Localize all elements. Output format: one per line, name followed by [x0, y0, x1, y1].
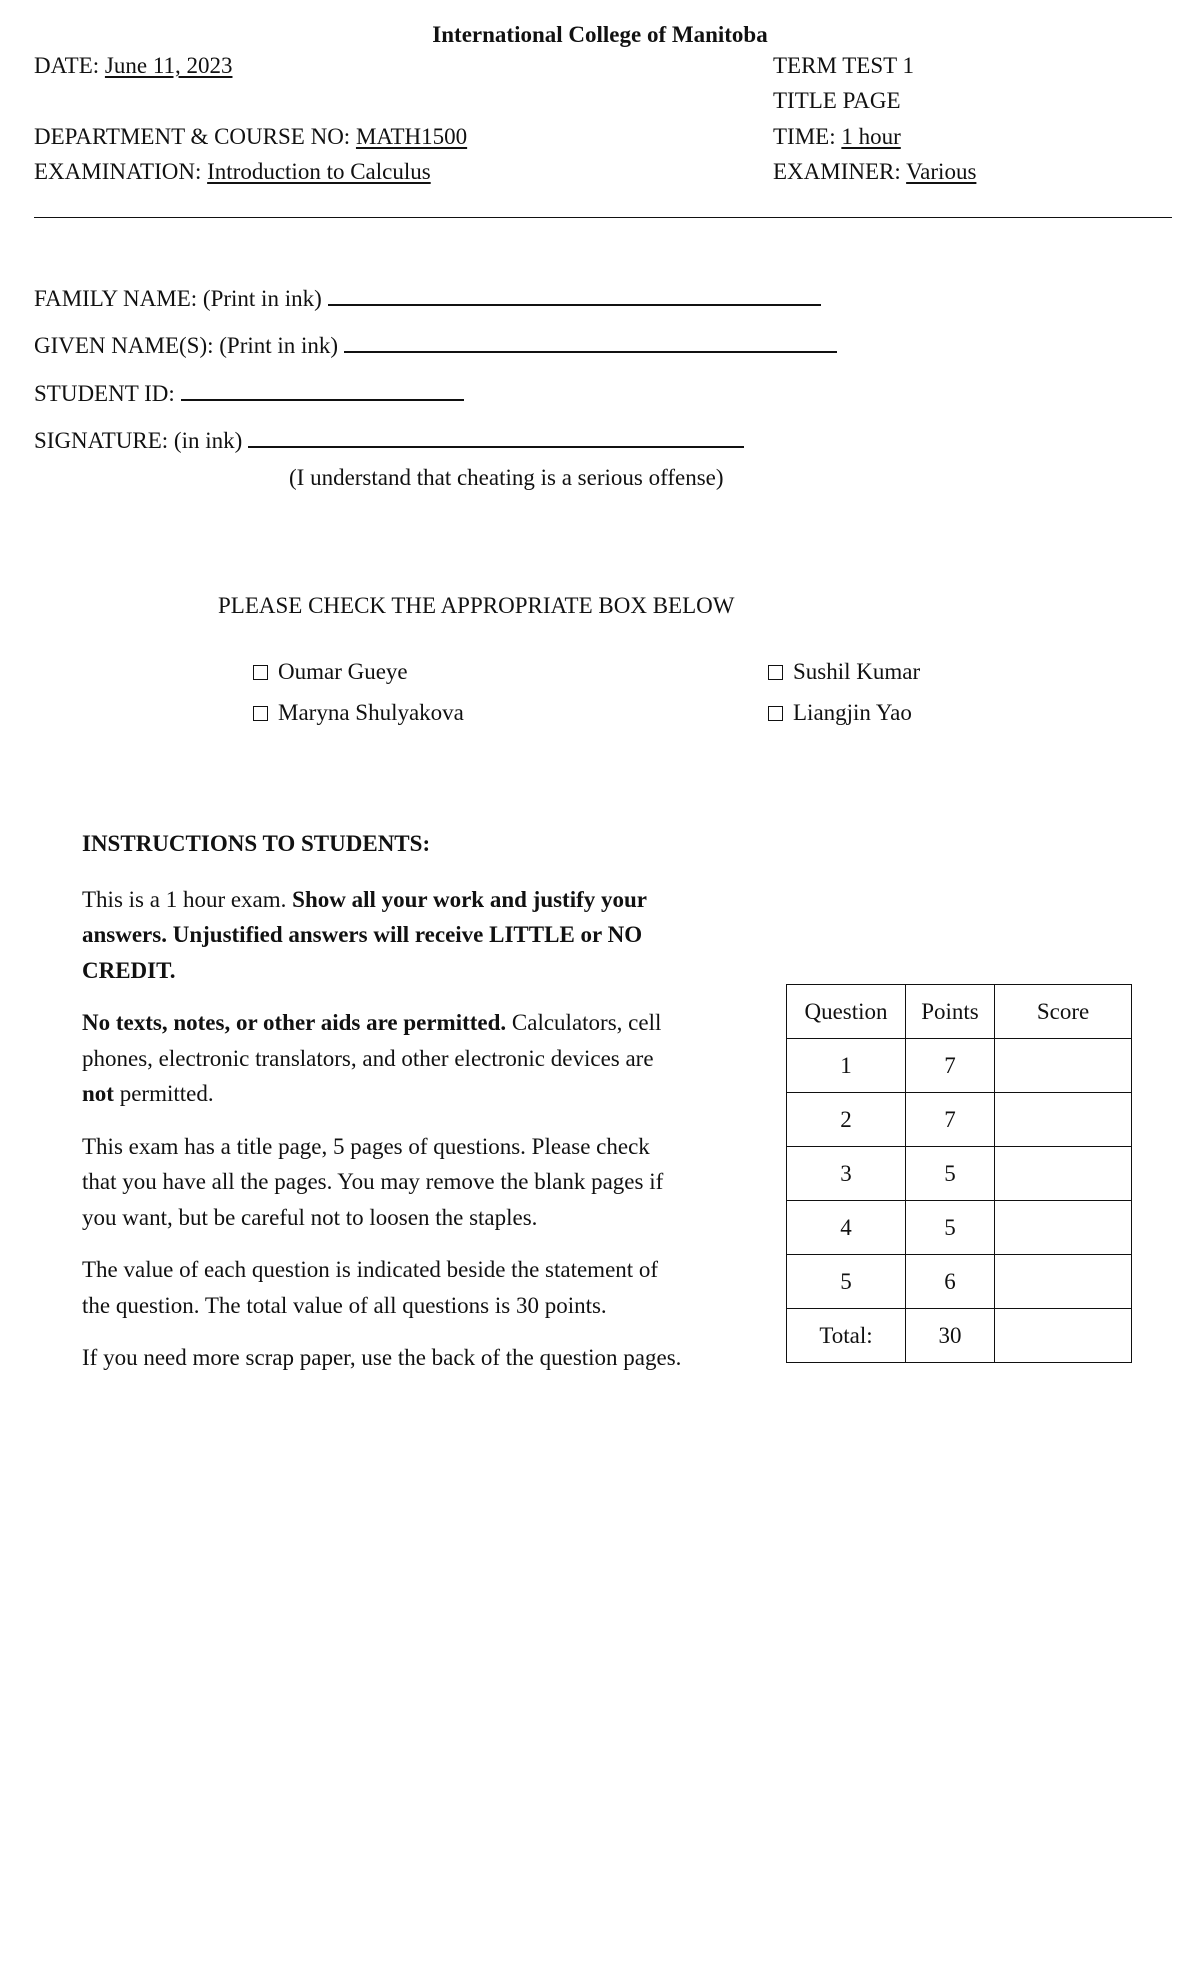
instructor-option-shulyakova[interactable] — [253, 700, 464, 726]
examiner-line — [773, 159, 976, 185]
points-cell: 5 — [906, 1147, 995, 1201]
total-score-cell[interactable] — [995, 1309, 1132, 1363]
time-value: 1 hour — [841, 124, 901, 149]
table-row — [787, 1093, 1132, 1147]
instructions-paragraph-2 — [82, 1005, 682, 1112]
department-label: DEPARTMENT & COURSE NO: — [34, 124, 351, 149]
question-cell: 4 — [787, 1201, 906, 1255]
instructions-text: This is a 1 hour exam. — [82, 886, 293, 912]
family-name-row — [34, 286, 821, 312]
instructor-option-kumar[interactable] — [768, 659, 920, 685]
given-name-row — [34, 333, 837, 359]
instructions-paragraph-5: If you need more scrap paper, use the back of the question pages. — [82, 1345, 682, 1370]
total-label-cell: Total: — [787, 1309, 906, 1363]
signature-note: (I understand that cheating is a serious offense) — [289, 465, 724, 490]
instructor-name: Liangjin Yao — [793, 700, 912, 725]
examination-value: Introduction to Calculus — [207, 159, 431, 184]
instructor-name: Sushil Kumar — [793, 659, 921, 684]
family-name-label: FAMILY NAME: (Print in ink) — [34, 286, 322, 311]
header-divider — [34, 217, 1172, 218]
instructor-option-yao[interactable] — [768, 700, 912, 726]
question-cell: 1 — [787, 1039, 906, 1093]
score-cell[interactable] — [995, 1201, 1132, 1255]
date-label: DATE: — [34, 53, 100, 78]
column-header: Points — [906, 985, 995, 1039]
instructor-option-gueye[interactable] — [253, 659, 408, 685]
checkbox-icon[interactable] — [253, 706, 268, 721]
test-label: TERM TEST 1 — [773, 53, 914, 78]
instructions-paragraph-1 — [82, 882, 682, 989]
time-line — [773, 124, 901, 150]
score-cell[interactable] — [995, 1093, 1132, 1147]
department-value: MATH1500 — [355, 124, 468, 149]
table-row — [787, 1201, 1132, 1255]
signature-field[interactable] — [248, 445, 744, 448]
points-cell: 5 — [906, 1201, 995, 1255]
points-cell: 7 — [906, 1039, 995, 1093]
instructions-paragraph-4: The value of each question is indicated beside the statement of the question. The total value of all questions is 30 points. — [82, 1257, 659, 1318]
instructor-name: Oumar Gueye — [278, 659, 408, 684]
family-name-field[interactable] — [328, 303, 821, 306]
question-cell: 3 — [787, 1147, 906, 1201]
page-label: TITLE PAGE — [773, 88, 901, 113]
question-cell: 5 — [787, 1255, 906, 1309]
examination-line — [34, 159, 431, 185]
instructions-bold-text: not — [82, 1081, 114, 1106]
table-row — [787, 1147, 1132, 1201]
points-cell: 7 — [906, 1093, 995, 1147]
examiner-value: Various — [906, 159, 977, 184]
college-title: International College of Manitoba — [432, 22, 768, 47]
table-header-row — [787, 985, 1132, 1039]
instructions-text: Calculators, cell phones, electronic translators, and other electronic devices are — [82, 1010, 662, 1071]
grade-table — [786, 984, 1132, 1363]
department-line — [34, 124, 467, 150]
column-header: Question — [787, 985, 906, 1039]
instructions-heading: INSTRUCTIONS TO STUDENTS: — [82, 831, 431, 856]
student-id-field[interactable] — [181, 398, 464, 401]
score-cell[interactable] — [995, 1147, 1132, 1201]
score-cell[interactable] — [995, 1255, 1132, 1309]
signature-label: SIGNATURE: (in ink) — [34, 428, 243, 453]
table-total-row — [787, 1309, 1132, 1363]
points-cell: 6 — [906, 1255, 995, 1309]
instructions-text: permitted. — [113, 1081, 214, 1106]
checkbox-icon[interactable] — [768, 665, 783, 680]
examiner-label: EXAMINER: — [773, 159, 901, 184]
instructions-bold-text: Show all your work and justify your answers. Unjustified answers will receive LITTLE or NO CREDIT. — [82, 886, 647, 983]
instructor-name: Maryna Shulyakova — [278, 700, 464, 725]
table-row — [787, 1255, 1132, 1309]
instructions-bold-text: No texts, notes, or other aids are permitted. — [82, 1010, 507, 1035]
question-cell: 2 — [787, 1093, 906, 1147]
given-name-label: GIVEN NAME(S): (Print in ink) — [34, 333, 339, 358]
checkbox-icon[interactable] — [768, 706, 783, 721]
signature-row — [34, 428, 744, 454]
instructor-heading: PLEASE CHECK THE APPROPRIATE BOX BELOW — [218, 593, 735, 618]
examination-label: EXAMINATION: — [34, 159, 202, 184]
student-id-row — [34, 381, 464, 407]
table-row — [787, 1039, 1132, 1093]
checkbox-icon[interactable] — [253, 665, 268, 680]
given-name-field[interactable] — [344, 350, 837, 353]
date-line — [34, 53, 232, 79]
student-id-label: STUDENT ID: — [34, 381, 175, 406]
instructions-section — [82, 826, 682, 1393]
instructions-paragraph-3: This exam has a title page, 5 pages of questions. Please check that you have all the pages. You may remove the blank pages if you want, but be careful not to loosen the staples. — [82, 1133, 664, 1230]
column-header: Score — [995, 985, 1132, 1039]
date-value: June 11, 2023 — [104, 53, 233, 78]
total-points-cell: 30 — [906, 1309, 995, 1363]
score-cell[interactable] — [995, 1039, 1132, 1093]
time-label: TIME: — [773, 124, 836, 149]
